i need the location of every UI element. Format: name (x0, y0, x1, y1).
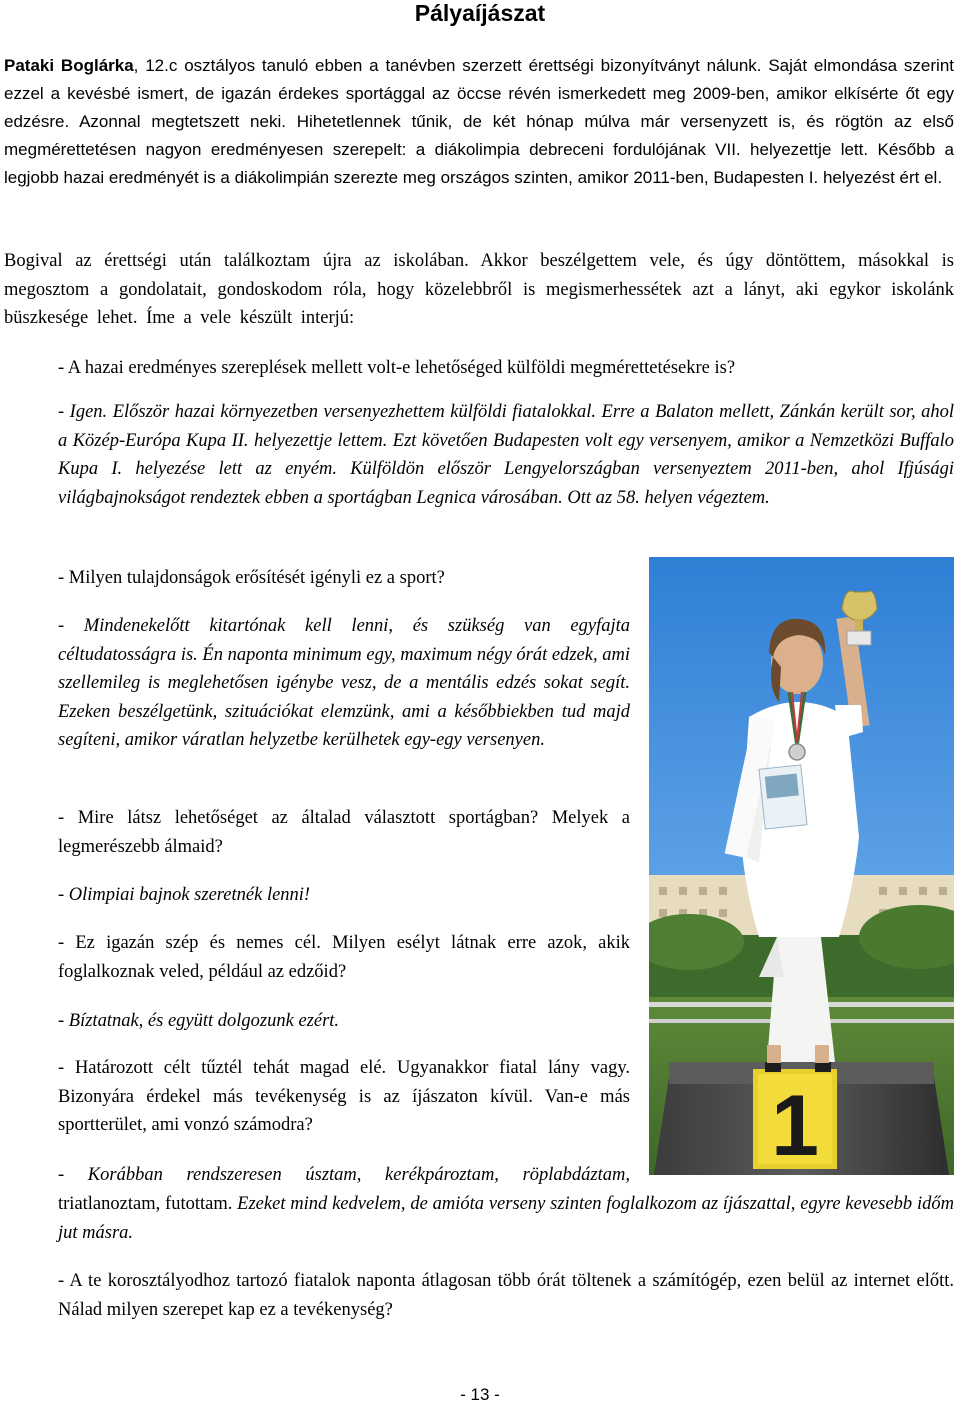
question-6: - A te korosztályodhoz tartozó fiatalok naponta átlagosan több órát töltenek a számítógép, ezen belül az internet előtt. Nálad milyen szerepet kap ez a tevékenység? (58, 1271, 954, 1320)
question-5: - Határozott célt tűztél tehát magad elé. Ugyanakkor fiatal lány vagy. Bizonyára érdekel más tevékenység is az íjászaton kívül. Van-e más sportterület, ami vonzó számodra? (58, 1058, 630, 1136)
answer-5-plain-text: triatlanoztam, futottam. (58, 1194, 233, 1214)
answer-1: - Igen. Először hazai környezetben versenyezhettem külföldi fiatalokkal. Erre a Balaton mellett, Zánkán került sor, ahol a Közép-Európa Kupa II. helyezettje lettem. Ezt követően Budapesten volt egy versenyem, amikor a Nemzetközi Buffalo Kupa I. helyezése lett az enyém. Külföldön először Lengyelországban versenyeztem 2011-ben, ahol Ifjúsági világbajnokságot rendeztek ebben a sportágban Legnica városában. Ott az 58. helyen végeztem. (58, 402, 954, 508)
question-3: - Mire látsz lehetőséget az általad választott sportágban? Melyek a legmerészebb álmaid? (58, 808, 630, 857)
answer-3: - Olimpiai bajnok szeretnék lenni! (58, 885, 311, 905)
archer-podium-photo (649, 557, 954, 1175)
question-1: - A hazai eredményes szereplések mellett volt-e lehetőséged külföldi megmérettetésekre is? (58, 358, 736, 378)
intro-paragraph (4, 52, 954, 192)
answer-5-continued (58, 1190, 954, 1247)
paragraph-2: Bogival az érettségi után találkoztam újra az iskolában. Akkor beszélgettem vele, és úgy döntöttem, másokkal is megosztom a gondolatait, gondoskodom róla, hogy közelebbről is megismerhessétek azt a lányt, aki egykor iskolánk büszkesége lehet. Íme a vele készült interjú: (4, 251, 954, 329)
intro-text: , 12.c osztályos tanuló ebben a tanévben szerzett érettségi bizonyítványt nálunk. Saját elmondása szerint ezzel a kevésbé ismert, de igazán érdekes sportággal az öccse révén ismerkedett meg 2009-ben, amikor elkísérte őt egy edzésre. Azonnal megtetszett neki. Hihetetlennek tűnik, de két hónap múlva már versenyzett is, és rögtön az első megmérettetésen nagyon eredményesen szerepelt: a diákolimpia debreceni fordulójának VII. helyezettje lett. Később a legjobb hazai eredményét is a diákolimpián szerezte meg országos szinten, amikor 2011-ben, Budapesten I. helyezést ért el. (4, 56, 954, 187)
answer-5-rest: Ezeket mind kedvelem, de amióta verseny szinten foglalkozom az íjászattal, egyre kevesebb időm jut másra. (58, 1194, 954, 1243)
student-name: Pataki Boglárka (4, 56, 134, 75)
question-2: - Milyen tulajdonságok erősítését igényli ez a sport? (58, 568, 445, 588)
answer-2: - Mindenekelőtt kitartónak kell lenni, és szükség van egyfajta céltudatosságra is. Én naponta minimum egy, maximum négy órát edzek, ami szellemileg is meglehetősen igénybe vesz, de a mentális edzés sokat segít. Ezeken beszélgetünk, szituációkat elemzünk, ami a későbbiekben tud majd segíteni, amikor váratlan helyzetbe kerülhetek egy-egy versenyen. (58, 616, 630, 751)
page-title: Pályaíjászat (414, 0, 546, 26)
answer-5-line-1: - Korábban rendszeresen úsztam, kerékpároztam, röplabdáztam, (58, 1165, 630, 1185)
podium-number: 1 (771, 1078, 819, 1174)
question-4: - Ez igazán szép és nemes cél. Milyen esélyt látnak erre azok, akik foglalkoznak veled, például az edzőid? (58, 933, 630, 982)
page-number: - 13 - (460, 1385, 500, 1404)
answer-4: - Bíztatnak, és együtt dolgozunk ezért. (58, 1011, 340, 1031)
